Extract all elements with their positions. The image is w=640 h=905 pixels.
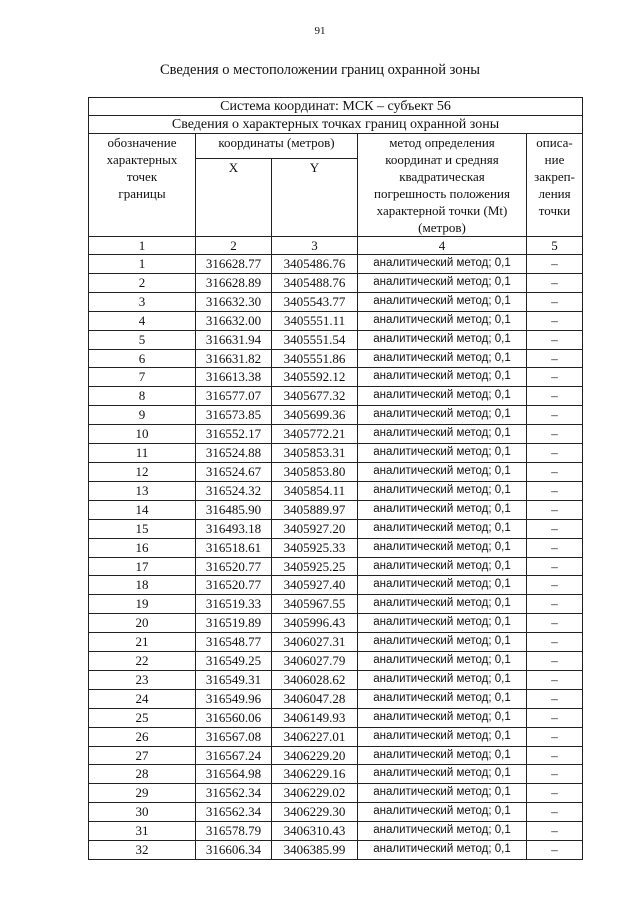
point-number-cell: 28: [89, 765, 196, 784]
coord-y-cell: 3406149.93: [272, 708, 358, 727]
method-cell: аналитический метод; 0,1: [358, 746, 527, 765]
table-row: [89, 841, 583, 860]
point-description-cell: –: [527, 765, 583, 784]
method-cell: аналитический метод; 0,1: [358, 633, 527, 652]
point-description-cell: –: [527, 444, 583, 463]
coord-x-cell: 316564.98: [196, 765, 272, 784]
col-number: 5: [527, 237, 583, 255]
table-row: [89, 576, 583, 595]
table-row: [89, 425, 583, 444]
point-number-cell: 32: [89, 841, 196, 860]
table-row: [89, 633, 583, 652]
boundary-points-table: [88, 97, 583, 860]
table-row: [89, 746, 583, 765]
method-cell: аналитический метод; 0,1: [358, 765, 527, 784]
col-method-line: квадратическая: [399, 169, 485, 184]
point-number-cell: 16: [89, 538, 196, 557]
table-row: [89, 670, 583, 689]
coord-y-cell: 3405854.11: [272, 481, 358, 500]
point-description-cell: –: [527, 633, 583, 652]
coord-y-cell: 3406027.79: [272, 652, 358, 671]
col-number: 1: [89, 237, 196, 255]
method-cell: аналитический метод; 0,1: [358, 803, 527, 822]
coord-y-cell: 3406227.01: [272, 727, 358, 746]
point-number-cell: 7: [89, 368, 196, 387]
point-description-cell: –: [527, 462, 583, 481]
point-description-cell: –: [527, 311, 583, 330]
col-method-line: координат и средняя: [385, 152, 499, 167]
coord-y-cell: 3405699.36: [272, 406, 358, 425]
page-title: Сведения о местоположении границ охранной зоны: [159, 62, 480, 78]
point-description-cell: –: [527, 595, 583, 614]
table-row: [89, 689, 583, 708]
coord-x-cell: 316632.30: [196, 292, 272, 311]
point-number-cell: 27: [89, 746, 196, 765]
method-cell: аналитический метод; 0,1: [358, 462, 527, 481]
point-number-cell: 5: [89, 330, 196, 349]
coord-x-cell: 316567.08: [196, 727, 272, 746]
table-row: [89, 519, 583, 538]
coord-y-cell: 3405927.40: [272, 576, 358, 595]
coord-x-cell: 316567.24: [196, 746, 272, 765]
col-desc-line: закреп-: [534, 169, 575, 184]
table-row: [89, 292, 583, 311]
coord-x-cell: 316577.07: [196, 387, 272, 406]
point-description-cell: –: [527, 708, 583, 727]
coord-y-cell: 3405927.20: [272, 519, 358, 538]
col-point-line: обозначение: [107, 135, 177, 150]
method-cell: аналитический метод; 0,1: [358, 822, 527, 841]
method-cell: аналитический метод; 0,1: [358, 519, 527, 538]
point-description-cell: –: [527, 746, 583, 765]
table-body: [89, 255, 583, 860]
coord-x-cell: 316632.00: [196, 311, 272, 330]
coord-x-cell: 316524.67: [196, 462, 272, 481]
method-cell: аналитический метод; 0,1: [358, 311, 527, 330]
table-row: [89, 311, 583, 330]
col-point-header: [89, 134, 196, 237]
method-cell: аналитический метод; 0,1: [358, 406, 527, 425]
point-description-cell: –: [527, 349, 583, 368]
method-cell: аналитический метод; 0,1: [358, 500, 527, 519]
coord-x-cell: 316628.89: [196, 273, 272, 292]
coord-x-cell: 316562.34: [196, 784, 272, 803]
table-row: [89, 368, 583, 387]
coord-x-cell: 316613.38: [196, 368, 272, 387]
table-row: [89, 652, 583, 671]
col-point-line: точек: [126, 169, 158, 184]
coord-x-cell: 316549.31: [196, 670, 272, 689]
coord-y-cell: 3405543.77: [272, 292, 358, 311]
point-description-cell: –: [527, 689, 583, 708]
method-cell: аналитический метод; 0,1: [358, 330, 527, 349]
point-number-cell: 2: [89, 273, 196, 292]
method-cell: аналитический метод; 0,1: [358, 368, 527, 387]
coord-y-cell: 3405925.25: [272, 557, 358, 576]
method-cell: аналитический метод; 0,1: [358, 387, 527, 406]
coord-x-cell: 316560.06: [196, 708, 272, 727]
table-row: [89, 822, 583, 841]
method-cell: аналитический метод; 0,1: [358, 595, 527, 614]
point-number-cell: 4: [89, 311, 196, 330]
coord-y-cell: 3406310.43: [272, 822, 358, 841]
point-number-cell: 12: [89, 462, 196, 481]
coord-y-cell: 3406229.20: [272, 746, 358, 765]
method-cell: аналитический метод; 0,1: [358, 784, 527, 803]
coord-x-cell: 316573.85: [196, 406, 272, 425]
table-row: [89, 387, 583, 406]
method-cell: аналитический метод; 0,1: [358, 652, 527, 671]
point-description-cell: –: [527, 614, 583, 633]
point-description-cell: –: [527, 652, 583, 671]
table-row: [89, 784, 583, 803]
coord-y-cell: 3405551.11: [272, 311, 358, 330]
coord-y-cell: 3405996.43: [272, 614, 358, 633]
point-number-cell: 31: [89, 822, 196, 841]
method-cell: аналитический метод; 0,1: [358, 841, 527, 860]
point-description-cell: –: [527, 273, 583, 292]
method-cell: аналитический метод; 0,1: [358, 255, 527, 274]
coord-y-cell: 3405486.76: [272, 255, 358, 274]
table-row: [89, 765, 583, 784]
col-method-header: [358, 134, 527, 237]
coord-y-cell: 3405889.97: [272, 500, 358, 519]
method-cell: аналитический метод; 0,1: [358, 425, 527, 444]
table-row: [89, 330, 583, 349]
method-cell: аналитический метод; 0,1: [358, 614, 527, 633]
point-description-cell: –: [527, 538, 583, 557]
col-number: 4: [358, 237, 527, 255]
method-cell: аналитический метод; 0,1: [358, 481, 527, 500]
method-cell: аналитический метод; 0,1: [358, 538, 527, 557]
point-number-cell: 18: [89, 576, 196, 595]
point-description-cell: –: [527, 557, 583, 576]
point-description-cell: –: [527, 406, 583, 425]
point-description-cell: –: [527, 803, 583, 822]
coord-x-cell: 316549.25: [196, 652, 272, 671]
coord-x-cell: 316519.89: [196, 614, 272, 633]
col-number: 2: [196, 237, 272, 255]
col-method-line: метод определения: [389, 135, 495, 150]
point-description-cell: –: [527, 481, 583, 500]
coord-y-cell: 3405592.12: [272, 368, 358, 387]
coord-y-cell: 3405551.86: [272, 349, 358, 368]
table-row: [89, 481, 583, 500]
table-row: [89, 500, 583, 519]
coord-y-cell: 3405551.54: [272, 330, 358, 349]
col-method-line: погрешность положения: [374, 186, 510, 201]
coord-y-cell: 3406229.30: [272, 803, 358, 822]
point-description-cell: –: [527, 670, 583, 689]
coord-x-cell: 316519.33: [196, 595, 272, 614]
point-number-cell: 24: [89, 689, 196, 708]
coord-y-cell: 3405488.76: [272, 273, 358, 292]
table-row: [89, 538, 583, 557]
col-point-line: границы: [118, 186, 166, 201]
coord-x-cell: 316524.32: [196, 481, 272, 500]
table-row: [89, 557, 583, 576]
point-number-cell: 25: [89, 708, 196, 727]
method-cell: аналитический метод; 0,1: [358, 292, 527, 311]
coord-y-cell: 3406229.16: [272, 765, 358, 784]
coord-y-cell: 3405677.32: [272, 387, 358, 406]
coord-x-cell: 316493.18: [196, 519, 272, 538]
col-desc-line: точки: [538, 203, 571, 218]
point-number-cell: 11: [89, 444, 196, 463]
coord-x-cell: 316518.61: [196, 538, 272, 557]
table-row: [89, 273, 583, 292]
col-desc-header: [527, 134, 583, 237]
method-cell: аналитический метод; 0,1: [358, 557, 527, 576]
coord-x-cell: 316548.77: [196, 633, 272, 652]
coordinate-system-header: Система координат: МСК – субъект 56: [89, 98, 583, 116]
table-row: [89, 727, 583, 746]
coord-y-cell: 3405853.80: [272, 462, 358, 481]
section-header: Сведения о характерных точках границ охранной зоны: [89, 116, 583, 134]
col-method-line: (метров): [418, 220, 466, 235]
point-description-cell: –: [527, 255, 583, 274]
table-row: [89, 595, 583, 614]
point-description-cell: –: [527, 822, 583, 841]
coord-y-cell: 3405853.31: [272, 444, 358, 463]
page-number: 91: [314, 25, 326, 37]
point-description-cell: –: [527, 841, 583, 860]
point-number-cell: 14: [89, 500, 196, 519]
table-row: [89, 462, 583, 481]
point-number-cell: 23: [89, 670, 196, 689]
method-cell: аналитический метод; 0,1: [358, 708, 527, 727]
point-number-cell: 19: [89, 595, 196, 614]
point-number-cell: 20: [89, 614, 196, 633]
table-row: [89, 614, 583, 633]
col-desc-line: описа-: [536, 135, 573, 150]
col-number: 3: [272, 237, 358, 255]
point-number-cell: 1: [89, 255, 196, 274]
method-cell: аналитический метод; 0,1: [358, 444, 527, 463]
coord-y-cell: 3406047.28: [272, 689, 358, 708]
point-description-cell: –: [527, 727, 583, 746]
point-description-cell: –: [527, 784, 583, 803]
coord-x-cell: 316631.82: [196, 349, 272, 368]
point-number-cell: 3: [89, 292, 196, 311]
table-row: [89, 803, 583, 822]
coord-x-cell: 316606.34: [196, 841, 272, 860]
point-description-cell: –: [527, 292, 583, 311]
method-cell: аналитический метод; 0,1: [358, 273, 527, 292]
col-point-line: характерных: [106, 152, 178, 167]
coord-x-cell: 316628.77: [196, 255, 272, 274]
method-cell: аналитический метод; 0,1: [358, 727, 527, 746]
coord-x-cell: 316524.88: [196, 444, 272, 463]
coord-y-cell: 3405967.55: [272, 595, 358, 614]
table-row: [89, 255, 583, 274]
coord-y-cell: 3405772.21: [272, 425, 358, 444]
coord-y-cell: 3406028.62: [272, 670, 358, 689]
point-number-cell: 21: [89, 633, 196, 652]
coord-x-cell: 316520.77: [196, 557, 272, 576]
coord-y-cell: 3406385.99: [272, 841, 358, 860]
table-row: [89, 406, 583, 425]
method-cell: аналитический метод; 0,1: [358, 349, 527, 368]
point-description-cell: –: [527, 500, 583, 519]
method-cell: аналитический метод; 0,1: [358, 670, 527, 689]
point-description-cell: –: [527, 330, 583, 349]
coord-y-cell: 3406027.31: [272, 633, 358, 652]
point-number-cell: 29: [89, 784, 196, 803]
point-description-cell: –: [527, 387, 583, 406]
coord-y-cell: 3405925.33: [272, 538, 358, 557]
coord-x-cell: 316631.94: [196, 330, 272, 349]
table-row: [89, 349, 583, 368]
col-method-line: характерной точки (Mt): [376, 203, 508, 218]
method-cell: аналитический метод; 0,1: [358, 689, 527, 708]
point-number-cell: 6: [89, 349, 196, 368]
method-cell: аналитический метод; 0,1: [358, 576, 527, 595]
coord-x-cell: 316552.17: [196, 425, 272, 444]
col-coords-header: координаты (метров): [196, 134, 358, 159]
coord-x-cell: 316549.96: [196, 689, 272, 708]
coord-x-cell: 316485.90: [196, 500, 272, 519]
point-number-cell: 26: [89, 727, 196, 746]
coord-x-cell: 316562.34: [196, 803, 272, 822]
point-number-cell: 22: [89, 652, 196, 671]
point-number-cell: 8: [89, 387, 196, 406]
point-number-cell: 30: [89, 803, 196, 822]
col-y-header: Y: [272, 159, 358, 237]
coord-x-cell: 316520.77: [196, 576, 272, 595]
point-number-cell: 17: [89, 557, 196, 576]
point-number-cell: 15: [89, 519, 196, 538]
col-desc-line: ние: [544, 152, 565, 167]
table-row: [89, 708, 583, 727]
table-row: [89, 444, 583, 463]
point-description-cell: –: [527, 576, 583, 595]
point-description-cell: –: [527, 425, 583, 444]
point-description-cell: –: [527, 368, 583, 387]
point-number-cell: 9: [89, 406, 196, 425]
point-number-cell: 10: [89, 425, 196, 444]
col-desc-line: ления: [538, 186, 571, 201]
coord-x-cell: 316578.79: [196, 822, 272, 841]
point-number-cell: 13: [89, 481, 196, 500]
point-description-cell: –: [527, 519, 583, 538]
col-x-header: X: [196, 159, 272, 237]
coord-y-cell: 3406229.02: [272, 784, 358, 803]
